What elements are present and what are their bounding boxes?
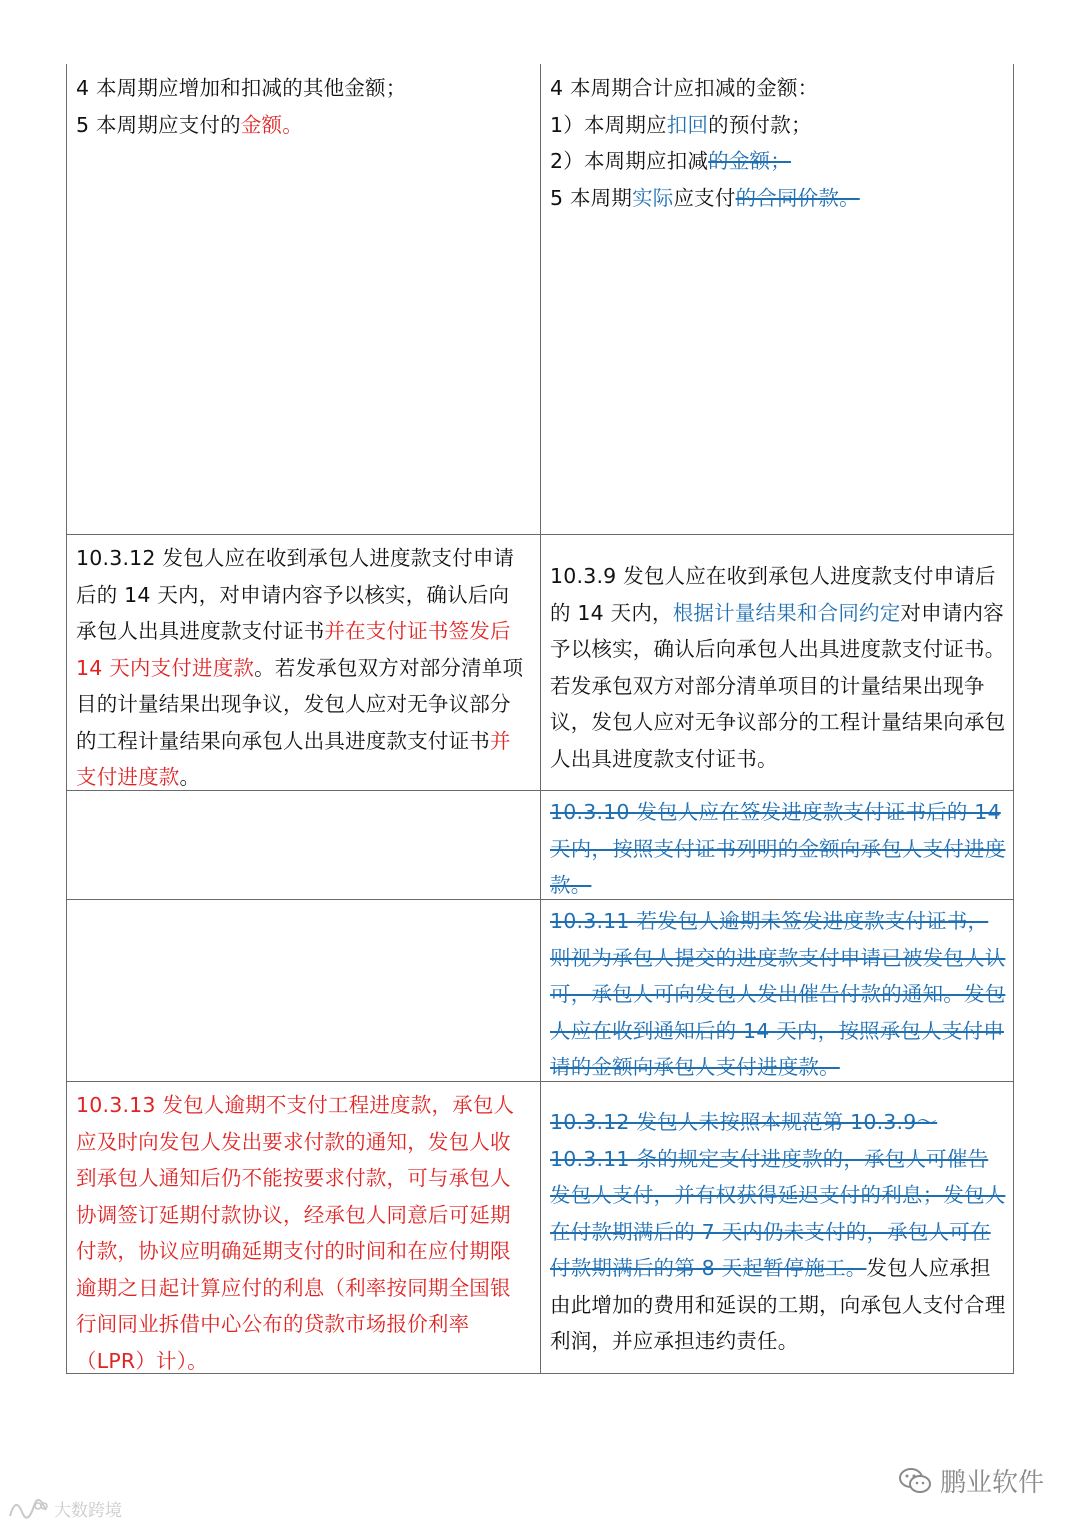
cell-new-row1 xyxy=(550,70,1005,216)
watermark-dashu xyxy=(8,1496,122,1521)
text-run: 的金额； xyxy=(708,149,791,173)
table-column-divider xyxy=(540,64,541,1374)
wave-logo-icon xyxy=(8,1498,48,1520)
text-run: 金额。 xyxy=(240,112,303,137)
cell-old-10-3-13 xyxy=(76,1087,528,1379)
text-run: 4 本周期应增加和扣减的其他金额； xyxy=(76,76,407,100)
clause-10-3-10-deleted xyxy=(550,794,1006,904)
text-run: 对申请内容予以核实，确认后向承包人出具进度款支付证书。若发承包双方对部分清单项目的计量结果出现争议，发包人应对无争议部分的工程计量结果向承包人出具进度款支付证书。 xyxy=(550,600,1006,771)
wechat-icon xyxy=(898,1466,932,1496)
text-run: 根据计量结果和合同约定 xyxy=(672,600,901,625)
text-run: 10.3.13 发包人逾期不支付工程进度款，承包人应及时向发包人发出要求付款的通知，发包人收到承包人通知后仍不能按要求付款，可与承包人协调签订延期付款协议，经承包人同意后可延期付款，协议应明确延期支付的时间和在应付期限逾期之日起计算应付的利息（利率按同期全国银行间同业拆借中心公布的贷款市场报价利率（LPR）计）。 xyxy=(76,1093,515,1373)
text-run: 的预付款； xyxy=(708,112,812,137)
watermark-pengye-label: 鹏业软件 xyxy=(939,1468,1044,1498)
text-run: 实际 xyxy=(632,185,674,210)
cell-new-10-3-10 xyxy=(550,794,1006,904)
text-run: 10.3.11 若发包人逾期未签发进度款支付证书，则视为承包人提交的进度款支付申请已被发包人认可，承包人可向发包人发出催告付款的通知。发包人应在收到通知后的 14 天内，按照承包人支付申请的金额向承包人支付进度款。 xyxy=(550,909,1006,1079)
cell-new-10-3-9 xyxy=(550,558,1006,777)
watermark-pengye xyxy=(898,1462,1044,1499)
clause-10-3-12-old xyxy=(76,540,528,796)
text-run: 2）本周期应扣减 xyxy=(550,149,709,173)
text-run: 5 本周期 xyxy=(550,185,633,210)
clause-10-3-12-new xyxy=(550,1104,1006,1360)
clause-10-3-13-old xyxy=(76,1087,528,1379)
text-run: 1）本周期应 xyxy=(550,112,667,137)
cell-old-10-3-12 xyxy=(76,540,528,796)
paragraph xyxy=(76,107,526,144)
table-border-right xyxy=(1013,64,1014,1374)
text-run: 10.3.10 发包人应在签发进度款支付证书后的 14 天内，按照支付证书列明的金额向承包人支付进度款。 xyxy=(550,800,1006,897)
text-run: 。 xyxy=(179,765,201,789)
table-border-left xyxy=(66,64,67,1374)
text-run: 10.3.9 发包人应在收到承包人进度款支付申请后的 14 天内， xyxy=(550,564,996,625)
text-run: 应支付 xyxy=(673,185,736,210)
text-run: 10.3.12 发包人未按照本规范第 10.3.9～10.3.11 条的规定支付进度款的，承包人可催告发包人支付，并有权获得延迟支付的利息；发包人在付款期满后的 7 天内仍未支付的，承包人可在付款期满后的第 8 天起暂停施工。 xyxy=(550,1110,1006,1280)
watermark-dashu-label: 大数跨境 xyxy=(54,1501,122,1521)
text-run: 4 本周期合计应扣减的金额： xyxy=(550,76,819,100)
text-run: 5 本周期应支付的 xyxy=(76,112,241,137)
text-run: 10.3.12 发包人应在收到承包人进度款支付申请后的 14 天内，对申请内容予以核实，确认后向承包人出具进度款支付证书 xyxy=(76,546,515,643)
paragraph xyxy=(76,70,526,107)
text-run: 并在支付证书签发后 14 天内支付进度款 xyxy=(76,619,511,680)
text-run: 。若发承包双方对部分清单项目的计量结果出现争议，发包人应对无争议部分的工程计量结果向承包人出具进度款支付证书 xyxy=(76,655,524,753)
clause-10-3-9-new xyxy=(550,558,1006,777)
text-run: 发包人应承担由此增加的费用和延误的工期，向承包人支付合理利润，并应承担违约责任。 xyxy=(550,1256,1006,1353)
text-run: 并支付进度款 xyxy=(76,728,511,789)
row-divider-1 xyxy=(66,534,1014,535)
cell-old-row1 xyxy=(76,70,526,143)
cell-new-10-3-12 xyxy=(550,1104,1006,1360)
cell-new-10-3-11 xyxy=(550,903,1006,1086)
paragraph xyxy=(550,70,1005,107)
paragraph xyxy=(550,143,1005,180)
paragraph xyxy=(550,180,1005,217)
text-run: 扣回 xyxy=(666,112,709,137)
text-run: 的合同价款。 xyxy=(735,185,860,210)
paragraph xyxy=(550,107,1005,144)
clause-10-3-11-deleted xyxy=(550,903,1006,1086)
